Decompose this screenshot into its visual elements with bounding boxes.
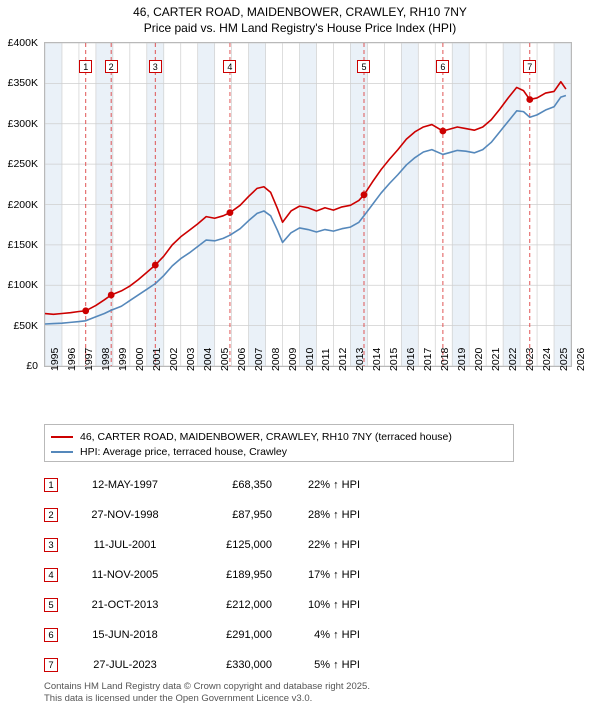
x-axis-label: 2005 [218, 347, 231, 371]
y-axis-label: £250K [7, 158, 38, 171]
x-axis-label: 2000 [133, 347, 146, 371]
x-axis-label: 1999 [116, 347, 129, 371]
x-axis-label: 2025 [558, 347, 571, 371]
chart-sale-marker-5: 5 [357, 60, 370, 73]
table-row [44, 650, 464, 680]
sale-hpi-delta: 28% ↑ HPI [308, 509, 360, 521]
legend-item-hpi [51, 445, 507, 459]
x-axis-label: 2007 [252, 347, 265, 371]
sale-hpi-delta: 4% ↑ HPI [314, 629, 360, 641]
sale-hpi-delta: 22% ↑ HPI [308, 479, 360, 491]
title-line-1: 46, CARTER ROAD, MAIDENBOWER, CRAWLEY, RH10 7NY [133, 5, 467, 19]
table-row [44, 500, 464, 530]
sale-hpi-delta: 17% ↑ HPI [308, 569, 360, 581]
sale-date: 21-OCT-2013 [91, 599, 159, 611]
chart-sale-marker-7: 7 [523, 60, 536, 73]
legend-item-property [51, 430, 507, 444]
sale-date: 12-MAY-1997 [91, 479, 159, 491]
sale-price: £189,950 [226, 569, 272, 581]
x-axis-label: 2010 [303, 347, 316, 371]
legend-swatch-property [51, 436, 73, 438]
table-row [44, 620, 464, 650]
x-axis-label: 2020 [473, 347, 486, 371]
sale-hpi-delta: 10% ↑ HPI [308, 599, 360, 611]
chart-sale-marker-6: 6 [436, 60, 449, 73]
sale-index-badge: 3 [44, 538, 58, 552]
sale-date: 15-JUN-2018 [92, 629, 158, 641]
sale-index-badge: 7 [44, 658, 58, 672]
x-axis-label: 2012 [337, 347, 350, 371]
sale-price: £212,000 [226, 599, 272, 611]
sale-index-badge: 5 [44, 598, 58, 612]
x-axis-label: 2004 [201, 347, 214, 371]
sale-date: 11-JUL-2001 [93, 539, 157, 551]
sale-hpi-delta: 5% ↑ HPI [314, 659, 360, 671]
x-axis-label: 2013 [354, 347, 367, 371]
sale-price: £68,350 [232, 479, 272, 491]
x-axis-label: 2008 [269, 347, 282, 371]
y-axis-label: £100K [7, 279, 38, 292]
legend-swatch-hpi [51, 451, 73, 453]
y-axis-label: £300K [7, 117, 38, 130]
sale-index-badge: 4 [44, 568, 58, 582]
title-line-2: Price paid vs. HM Land Registry's House Price Index (HPI) [143, 21, 457, 35]
table-row [44, 470, 464, 500]
x-axis-label: 2001 [150, 347, 163, 371]
y-axis-label: £200K [7, 198, 38, 211]
x-axis-label: 2019 [456, 347, 469, 371]
legend-label-hpi: HPI: Average price, terraced house, Crawley [80, 446, 287, 458]
y-axis-label: £400K [7, 37, 38, 49]
sale-date: 11-NOV-2005 [91, 569, 159, 581]
x-axis-label: 2018 [439, 347, 452, 371]
x-axis-label: 1995 [49, 347, 61, 371]
sale-index-badge: 1 [44, 478, 58, 492]
table-row [44, 560, 464, 590]
y-axis-label: £350K [7, 77, 38, 90]
x-axis-label: 2014 [371, 347, 384, 371]
chart-legend [44, 424, 514, 462]
y-axis-label: £50K [13, 319, 38, 332]
x-axis-label: 2015 [388, 347, 401, 371]
page-title [0, 4, 600, 36]
x-axis-label: 2024 [541, 347, 554, 371]
sales-table [44, 470, 464, 680]
x-axis-label: 2017 [422, 347, 435, 371]
x-axis-label: 2006 [235, 347, 248, 371]
table-row [44, 530, 464, 560]
sale-price: £125,000 [226, 539, 272, 551]
sale-price: £87,950 [232, 509, 272, 521]
footer-line-1: Contains HM Land Registry data © Crown copyright and database right 2025. [44, 681, 370, 692]
x-axis-label: 2011 [320, 348, 333, 371]
sale-index-badge: 2 [44, 508, 58, 522]
table-row [44, 590, 464, 620]
x-axis-label: 1997 [82, 347, 95, 371]
price-chart [44, 42, 572, 367]
x-axis-label: 2009 [286, 347, 299, 371]
chart-sale-marker-4: 4 [223, 60, 236, 73]
legend-label-property: 46, CARTER ROAD, MAIDENBOWER, CRAWLEY, RH10 7NY (terraced house) [80, 431, 452, 443]
sale-date: 27-JUL-2023 [93, 659, 157, 671]
x-axis-label: 2026 [575, 347, 587, 371]
x-axis-label: 2021 [490, 347, 503, 371]
x-axis-label: 2022 [507, 347, 520, 371]
x-axis-label: 1996 [65, 347, 78, 371]
footer-line-2: This data is licensed under the Open Government Licence v3.0. [44, 693, 313, 704]
footer-attribution [44, 681, 584, 705]
sale-index-badge: 6 [44, 628, 58, 642]
sale-price: £291,000 [226, 629, 272, 641]
plot-svg [45, 43, 571, 366]
x-axis-label: 2023 [524, 347, 537, 371]
x-axis-label: 2002 [167, 347, 180, 371]
y-axis-label: £150K [7, 238, 38, 251]
chart-sale-marker-3: 3 [149, 60, 162, 73]
sale-hpi-delta: 22% ↑ HPI [308, 539, 360, 551]
sale-price: £330,000 [226, 659, 272, 671]
x-axis-label: 2016 [405, 347, 418, 371]
x-axis-label: 1998 [99, 347, 112, 371]
y-axis-label: £0 [26, 360, 38, 372]
plot-area [44, 42, 572, 367]
sale-date: 27-NOV-1998 [91, 509, 159, 521]
chart-sale-marker-1: 1 [79, 60, 92, 73]
x-axis-label: 2003 [184, 347, 197, 371]
chart-sale-marker-2: 2 [105, 60, 118, 73]
